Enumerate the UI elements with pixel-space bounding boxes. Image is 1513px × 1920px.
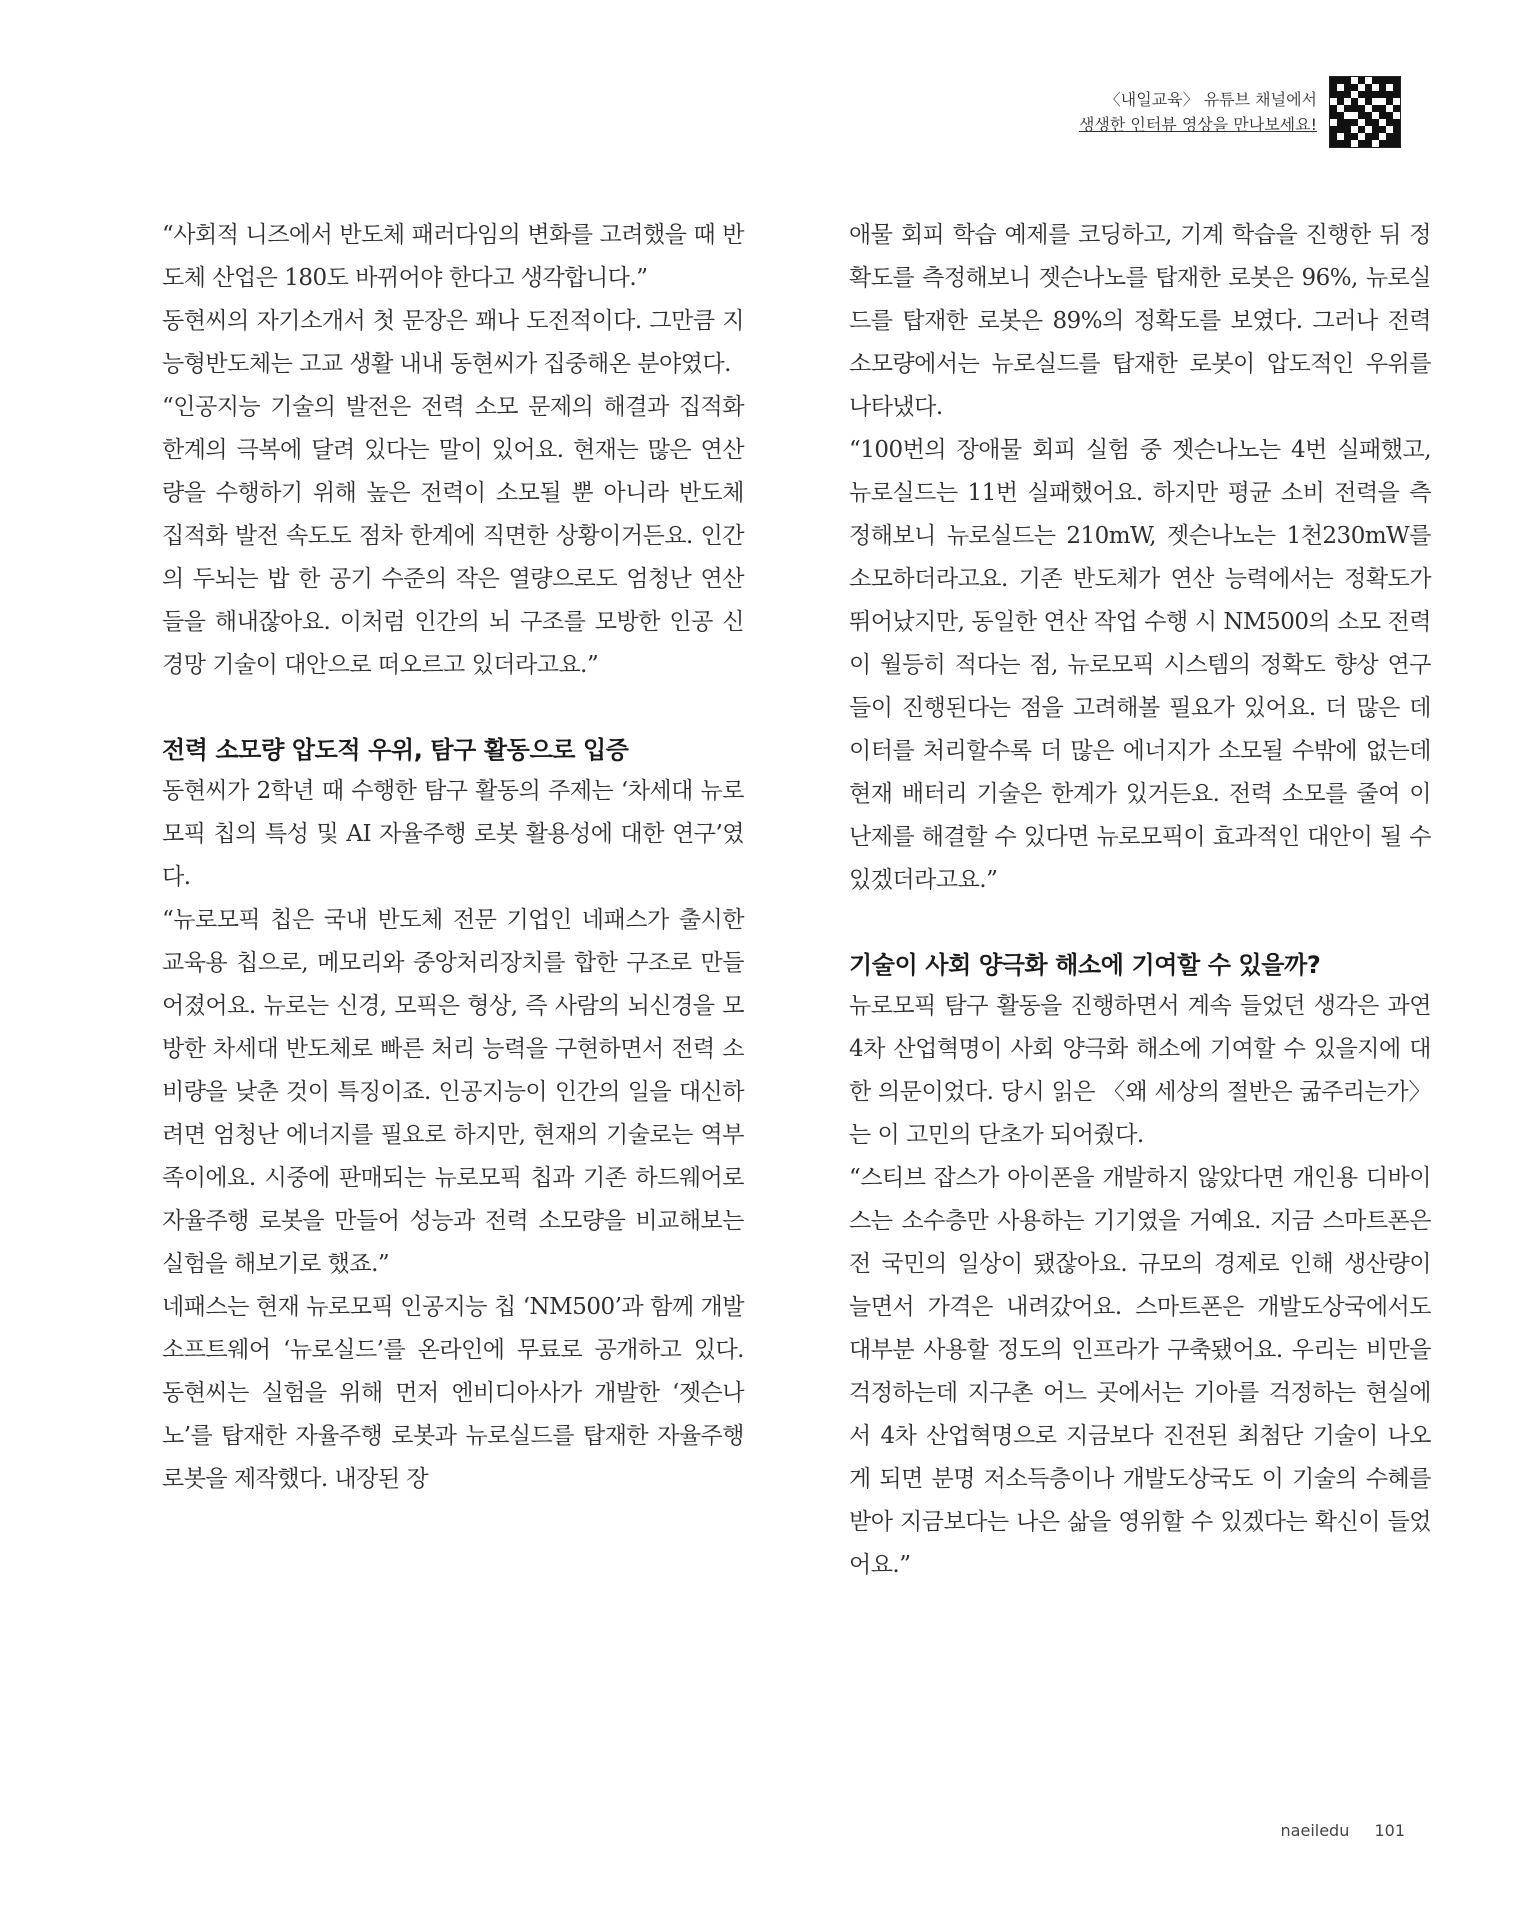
right-column [849,214,1431,1587]
banner-text [1079,87,1317,137]
quote-paragraph: “스티브 잡스가 아이폰을 개발하지 않았다면 개인용 디바이스는 소수층만 사용하는 기기였을 거예요. 지금 스마트폰은 전 국민의 일상이 됐잖아요. 규모의 경제로 인해 생산량이 늘면서 가격은 내려갔어요. 스마트폰은 개발도상국에서도 대부분 사용할 정도의 인프라가 구축됐어요. 우리는 비만을 걱정하는데 지구촌 어느 곳에서는 기아를 걱정하는 현실에서 4차 산업혁명으로 지금보다 진전된 최첨단 기술이 나오게 되면 분명 저소득층이나 개발도상국도 이 기술의 수혜를 받아 지금보다는 나은 삶을 영위할 수 있겠다는 확신이 들었어요.” [849,1165,1431,1578]
body-paragraph: 애물 회피 학습 예제를 코딩하고, 기계 학습을 진행한 뒤 정확도를 측정해보니 젯슨나노를 탑재한 로봇은 96%, 뉴로실드를 탑재한 로봇은 89%의 정확도를 보였다. 그러나 전력 소모량에서는 뉴로실드를 탑재한 로봇이 압도적인 우위를 나타냈다. [849,222,1431,420]
intro-quote: “사회적 니즈에서 반도체 패러다임의 변화를 고려했을 때 반도체 산업은 180도 바뀌어야 한다고 생각합니다.” [162,222,744,291]
section-heading: 전력 소모량 압도적 우위, 탐구 활동으로 입증 [162,736,629,764]
body-paragraph: 동현씨가 2학년 때 수행한 탐구 활동의 주제는 ‘차세대 뉴로모픽 칩의 특성 및 AI 자율주행 로봇 활용성에 대한 연구’였다. [162,778,744,890]
quote-paragraph: “뉴로모픽 칩은 국내 반도체 전문 기업인 네패스가 출시한 교육용 칩으로, 메모리와 중앙처리장치를 합한 구조로 만들어졌어요. 뉴로는 신경, 모픽은 형상, 즉 사람의 뇌신경을 모방한 차세대 반도체로 빠른 처리 능력을 구현하면서 전력 소비량을 낮춘 것이 특징이죠. 인공지능이 인간의 일을 대신하려면 엄청난 에너지를 필요로 하지만, 현재의 기술로는 역부족이에요. 시중에 판매되는 뉴로모픽 칩과 기존 하드웨어로 자율주행 로봇을 만들어 성능과 전력 소모량을 비교해보는 실험을 해보기로 했죠.” [162,907,744,1277]
left-column [162,214,744,1501]
page-footer [1281,1821,1405,1840]
page-number: 101 [1374,1821,1405,1840]
banner-line-2[interactable]: 생생한 인터뷰 영상을 만나보세요! [1078,115,1317,134]
quote-paragraph: “인공지능 기술의 발전은 전력 소모 문제의 해결과 집적화 한계의 극복에 달려 있다는 말이 있어요. 현재는 많은 연산량을 수행하기 위해 높은 전력이 소모될 뿐 아니라 반도체 집적화 발전 속도도 점차 한계에 직면한 상황이거든요. 인간의 두뇌는 밥 한 공기 수준의 작은 열량으로도 엄청난 연산들을 해내잖아요. 이처럼 인간의 뇌 구조를 모방한 인공 신경망 기술이 대안으로 떠오르고 있더라고요.” [162,394,744,678]
qr-code-icon[interactable] [1329,76,1401,148]
section-heading: 기술이 사회 양극화 해소에 기여할 수 있을까? [849,951,1321,979]
body-paragraph: 네패스는 현재 뉴로모픽 인공지능 칩 ‘NM500’과 함께 개발 소프트웨어 ‘뉴로실드’를 온라인에 무료로 공개하고 있다. 동현씨는 실험을 위해 먼저 엔비디아사가 개발한 ‘젯슨나노’를 탑재한 자율주행 로봇과 뉴로실드를 탑재한 자율주행 로봇을 제작했다. 내장된 장 [162,1294,744,1492]
body-paragraph: 뉴로모픽 탐구 활동을 진행하면서 계속 들었던 생각은 과연 4차 산업혁명이 사회 양극화 해소에 기여할 수 있을지에 대한 의문이었다. 당시 읽은 〈왜 세상의 절반은 굶주리는가〉는 이 고민의 단초가 되어줬다. [849,993,1431,1148]
footer-site-name: naeiledu [1280,1821,1350,1840]
quote-paragraph: “100번의 장애물 회피 실험 중 젯슨나노는 4번 실패했고, 뉴로실드는 11번 실패했어요. 하지만 평균 소비 전력을 측정해보니 뉴로실드는 210mW, 젯슨나노는 1천230mW를 소모하더라고요. 기존 반도체가 연산 능력에서는 정확도가 뛰어났지만, 동일한 연산 작업 수행 시 NM500의 소모 전력이 월등히 적다는 점, 뉴로모픽 시스템의 정확도 향상 연구들이 진행된다는 점을 고려해볼 필요가 있어요. 더 많은 데이터를 처리할수록 더 많은 에너지가 소모될 수밖에 없는데 현재 배터리 기술은 한계가 있거든요. 전력 소모를 줄여 이 난제를 해결할 수 있다면 뉴로모픽이 효과적인 대안이 될 수 있겠더라고요.” [849,437,1431,893]
youtube-banner [761,76,1401,148]
body-paragraph: 동현씨의 자기소개서 첫 문장은 꽤나 도전적이다. 그만큼 지능형반도체는 고교 생활 내내 동현씨가 집중해온 분야였다. [162,308,744,377]
banner-line-1: 〈내일교육〉 유튜브 채널에서 [1104,90,1317,109]
